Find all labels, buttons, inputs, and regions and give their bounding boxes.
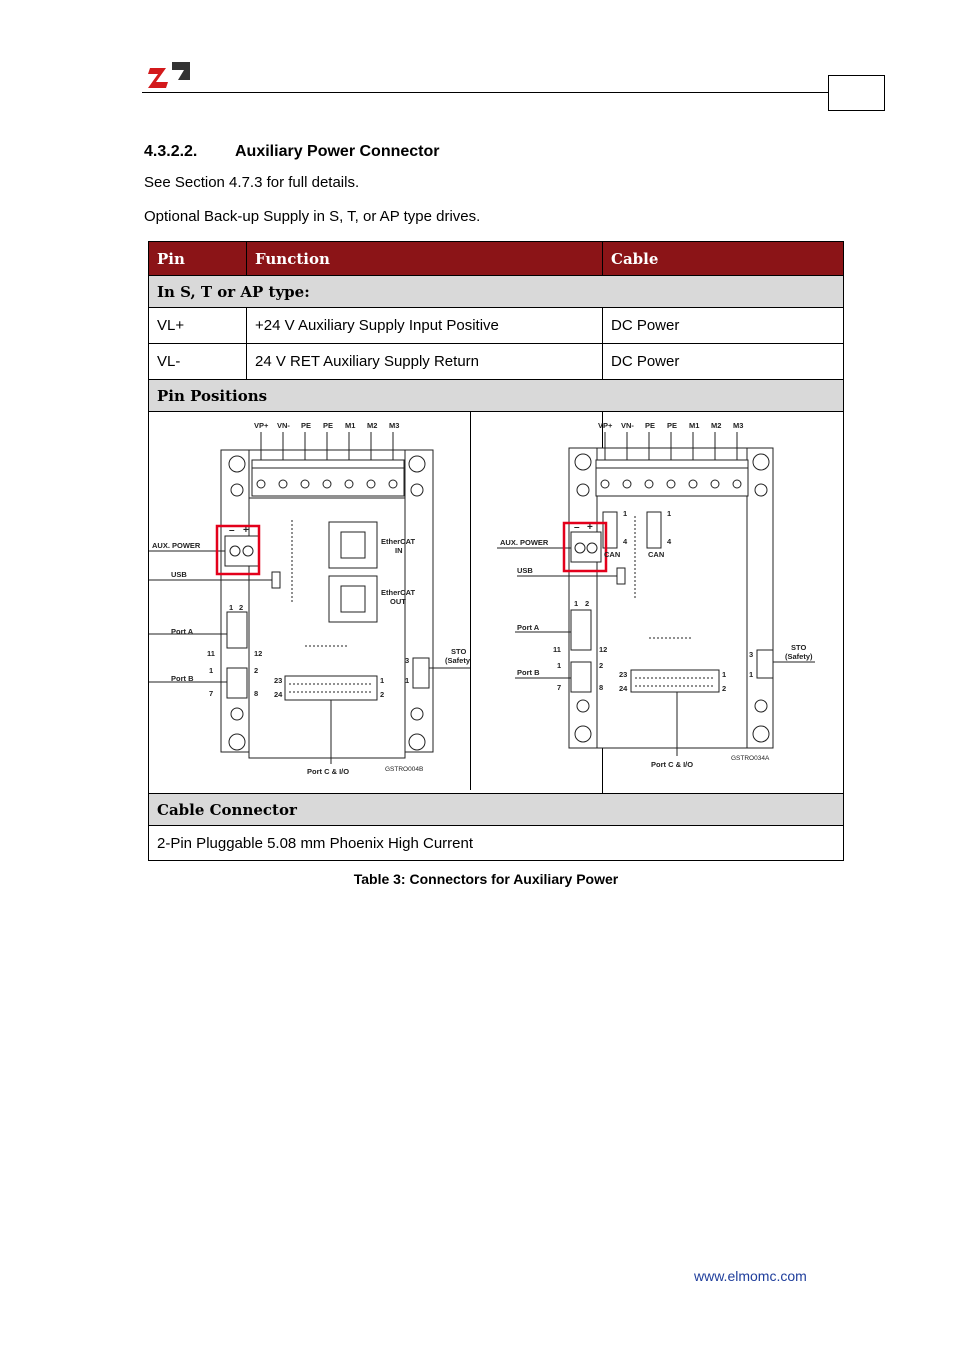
port-b-pin8: 8 (254, 689, 259, 698)
top-label-vp: VP+ (254, 421, 269, 430)
top-label-m3: M3 (389, 421, 400, 430)
top-label-m1: M1 (689, 421, 700, 430)
port-a-pin11: 11 (553, 645, 561, 654)
paragraph-see-section: See Section 4.7.3 for full details. (144, 174, 360, 191)
table-row (149, 308, 844, 344)
cell-cable: DC Power (603, 344, 844, 380)
top-label-m2: M2 (367, 421, 378, 430)
group-label-pin-positions: Pin Positions (149, 380, 844, 412)
aux-plus-label: + (587, 522, 593, 533)
group-label-cable-connector: Cable Connector (149, 794, 844, 826)
port-a-pin1: 1 (229, 603, 234, 612)
sto-label: STO (451, 647, 467, 656)
port-a-pin2: 2 (585, 599, 590, 608)
port-c-pin23: 23 (274, 676, 283, 685)
group-row-pin-positions (149, 380, 844, 412)
port-a-pin2: 2 (239, 603, 244, 612)
aux-power-label: AUX. POWER (500, 538, 549, 547)
top-label-m1: M1 (345, 421, 356, 430)
top-label-pe2: PE (667, 421, 678, 430)
group-row-type (149, 276, 844, 308)
top-label-pe1: PE (301, 421, 312, 430)
footer-website-link[interactable]: www.elmomc.com (694, 1268, 807, 1284)
table-row (149, 826, 844, 861)
port-b-label: Port B (171, 674, 194, 683)
table-header-row (149, 242, 844, 276)
usb-label: USB (171, 570, 187, 579)
port-b-pin2: 2 (599, 661, 604, 670)
port-c-label: Port C & I/O (307, 767, 350, 776)
port-c-pin1: 1 (380, 676, 385, 685)
port-b-pin2: 2 (254, 666, 259, 675)
port-c-pin23: 23 (619, 670, 628, 679)
port-c-pin1: 1 (722, 670, 727, 679)
cell-connector: 2-Pin Pluggable 5.08 mm Phoenix High Current (149, 826, 844, 861)
can2-pin1: 1 (667, 509, 672, 518)
aux-minus-label: – (229, 525, 235, 536)
paragraph-optional-backup: Optional Back-up Supply in S, T, or AP type drives. (144, 208, 481, 225)
port-b-label: Port B (517, 668, 540, 677)
page-number-box (828, 75, 885, 111)
port-a-pin12: 12 (254, 649, 263, 658)
header-pin: Pin (149, 242, 247, 276)
header-rule (142, 92, 828, 93)
elmo-logo-icon (148, 60, 192, 90)
port-a-pin1: 1 (574, 599, 579, 608)
header-cable: Cable (603, 242, 844, 276)
sto-sub: (Safety (445, 656, 470, 665)
port-a-label: Port A (171, 627, 194, 636)
cell-function: +24 V Auxiliary Supply Input Positive (247, 308, 603, 344)
port-b-pin7: 7 (209, 689, 214, 698)
can2-pin4: 4 (667, 537, 672, 546)
port-c-pin24: 24 (274, 690, 283, 699)
cell-cable: DC Power (603, 308, 844, 344)
can1-label: CAN (604, 550, 621, 559)
ethercat-out-sub: OUT (390, 597, 406, 606)
header-function: Function (247, 242, 603, 276)
sto-pin3: 3 (405, 656, 410, 665)
sto-pin1: 1 (749, 670, 754, 679)
sto-sub: (Safety) (785, 652, 813, 661)
drive-diagram-ethercat (149, 412, 470, 789)
top-label-vp: VP+ (598, 421, 613, 430)
group-row-cable-connector (149, 794, 844, 826)
top-label-pe1: PE (645, 421, 656, 430)
port-b-pin8: 8 (599, 683, 604, 692)
port-c-pin24: 24 (619, 684, 628, 693)
diagram-code: GSTRO034A (731, 755, 770, 762)
port-b-pin1: 1 (209, 666, 214, 675)
cell-pin: VL+ (149, 308, 247, 344)
sto-pin3: 3 (749, 650, 754, 659)
top-label-vn: VN- (621, 421, 634, 430)
port-a-label: Port A (517, 623, 540, 632)
drive-diagram-can (471, 412, 841, 789)
usb-label: USB (517, 566, 533, 575)
can1-pin1: 1 (623, 509, 628, 518)
port-a-pin12: 12 (599, 645, 608, 654)
section-number: 4.3.2.2. (144, 143, 198, 160)
sto-label: STO (791, 643, 807, 652)
top-label-vn: VN- (277, 421, 290, 430)
section-title: Auxiliary Power Connector (235, 143, 440, 160)
aux-power-label: AUX. POWER (152, 541, 201, 550)
ethercat-in-label: EtherCAT (381, 537, 416, 546)
cell-pin: VL- (149, 344, 247, 380)
table-caption: Table 3: Connectors for Auxiliary Power (353, 871, 619, 887)
diagram-code: GSTRO004B (385, 766, 424, 773)
can2-label: CAN (648, 550, 665, 559)
aux-minus-label: – (574, 522, 580, 533)
top-label-pe2: PE (323, 421, 334, 430)
cell-function: 24 V RET Auxiliary Supply Return (247, 344, 603, 380)
port-c-label: Port C & I/O (651, 760, 694, 769)
port-b-pin7: 7 (557, 683, 562, 692)
top-label-m2: M2 (711, 421, 722, 430)
ethercat-out-label: EtherCAT (381, 588, 416, 597)
can1-pin4: 4 (623, 537, 628, 546)
port-a-pin11: 11 (207, 649, 215, 658)
group-label-type: In S, T or AP type: (149, 276, 844, 308)
port-b-pin1: 1 (557, 661, 562, 670)
top-label-m3: M3 (733, 421, 744, 430)
ethercat-in-sub: IN (395, 546, 403, 555)
port-c-pin2: 2 (722, 684, 727, 693)
port-c-pin2: 2 (380, 690, 385, 699)
aux-plus-label: + (243, 525, 249, 536)
table-row (149, 344, 844, 380)
sto-pin1: 1 (405, 676, 410, 685)
